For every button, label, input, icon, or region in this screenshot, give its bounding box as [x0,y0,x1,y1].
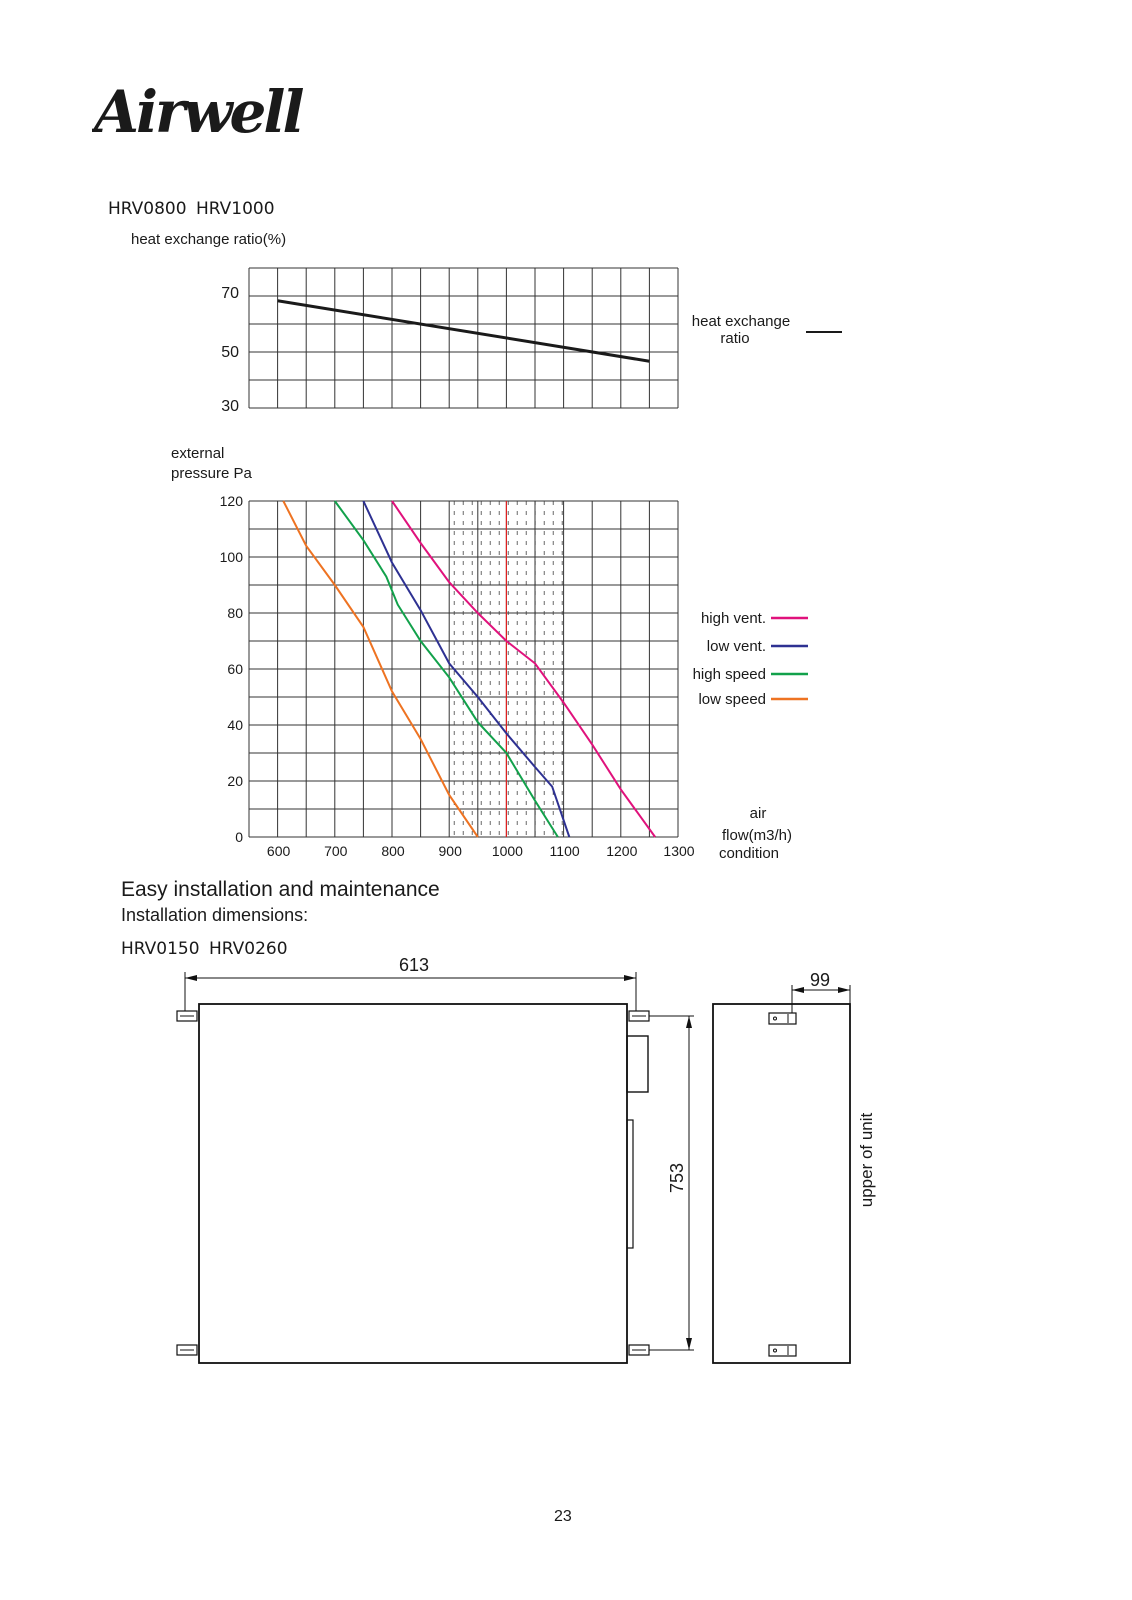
y-tick-label: 70 [221,285,239,302]
side-label: upper of unit [857,1112,876,1208]
arrow-depth-left [792,987,804,993]
dim-width-label: 613 [398,955,430,975]
section2-subheading: Installation dimensions: [121,905,309,925]
unit-front-outline [199,1004,627,1363]
y-tick-label: 80 [227,605,243,621]
arrow-left [185,975,197,981]
y-tick-label: 50 [221,344,239,361]
y-tick-label: 40 [227,717,243,733]
x-tick-label: 800 [381,843,405,859]
model-hrv0800: HRV0800 [108,199,187,219]
xlabel-condition: condition [718,845,780,862]
x-tick-label: 1100 [549,843,580,859]
y-tick-label: 20 [227,773,243,789]
installation-drawing [177,955,876,1363]
model-hrv0260: HRV0260 [208,939,288,959]
y-tick-label: 0 [235,829,243,845]
dim-height-label: 753 [667,1162,687,1194]
pressure-chart [220,493,808,862]
side-rail [627,1120,633,1248]
arrow-top [686,1016,692,1028]
y-tick-label: 30 [221,398,239,415]
x-tick-label: 600 [266,843,291,859]
arrow-right [624,975,636,981]
x-tick-label: 700 [324,843,348,859]
page-number: 23 [554,1508,572,1525]
logo-text: Airwell [94,78,302,140]
legend-label: low speed [698,691,766,708]
models-title-2 [121,939,288,959]
y-tick-label: 100 [219,549,243,565]
y-tick-label: 120 [219,493,243,509]
dim-depth-label: 99 [809,970,831,990]
x-tick-label: 1200 [606,843,638,859]
legend-label: high speed [692,666,766,683]
model-hrv1000: HRV1000 [195,199,275,219]
section2-heading: Easy installation and maintenance [121,878,440,901]
chart2-ylabel [171,444,271,484]
model-hrv0150: HRV0150 [121,939,200,959]
side-box [627,1036,648,1092]
x-tick-label: 900 [438,843,462,859]
xlabel-line1: air [749,805,767,822]
xlabel-line2: flow(m3/h) [721,827,793,844]
arrow-bottom [686,1338,692,1350]
heat-exchange-chart [221,268,842,415]
x-tick-label: 1300 [663,843,695,859]
chart2-ylabel-text: external pressure Pa [171,445,252,482]
chart1-ylabel: heat exchange ratio(%) [131,231,287,248]
legend-label: high vent. [700,610,766,627]
legend-label-line1: heat exchange [691,313,791,330]
legend-label-line2: ratio [720,330,750,347]
unit-side-outline [713,1004,850,1363]
x-tick-label: 1000 [491,843,523,859]
legend-label: low vent. [706,638,766,655]
arrow-depth-right [838,987,850,993]
y-tick-label: 60 [227,661,243,677]
